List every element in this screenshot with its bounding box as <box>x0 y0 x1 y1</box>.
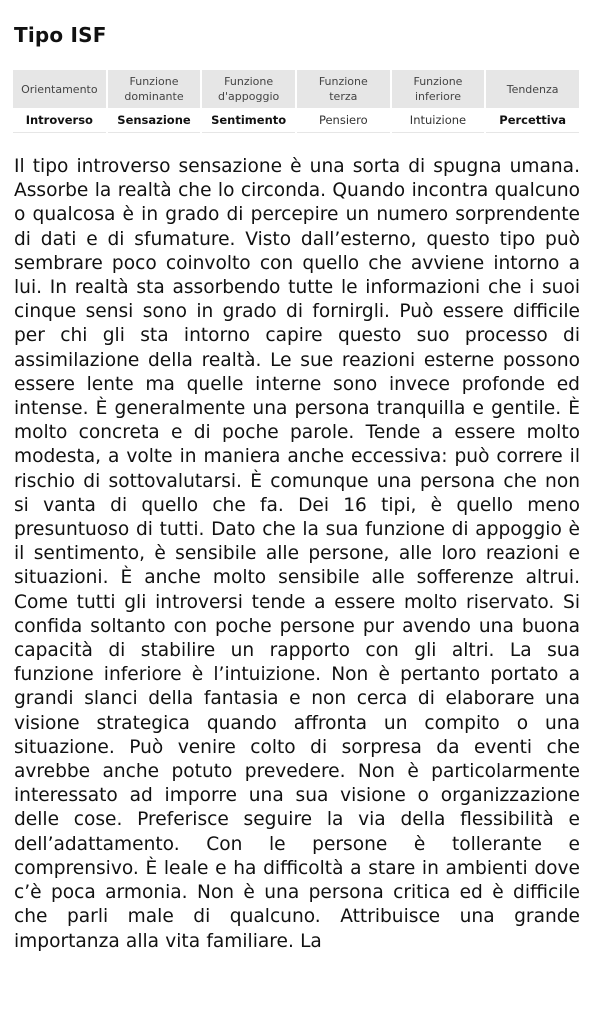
header-funzione-dominante-line-2: dominante <box>124 90 184 103</box>
header-orientamento <box>13 70 106 108</box>
value-funzione-inferiore: Intuizione <box>392 108 485 133</box>
header-funzione-dominante <box>108 70 201 108</box>
header-funzione-terza-line-2: terza <box>329 90 358 103</box>
header-funzione-appoggio-line-1: Funzione <box>224 75 274 88</box>
value-funzione-dominante: Sensazione <box>108 108 201 133</box>
header-funzione-appoggio-line-2: d'appoggio <box>218 90 280 103</box>
header-funzione-terza <box>297 70 390 108</box>
value-orientamento: Introverso <box>13 108 106 133</box>
function-table-value-row <box>13 108 579 133</box>
header-tendenza-line-1: Tendenza <box>506 82 559 96</box>
header-orientamento-line-1: Orientamento <box>21 82 98 96</box>
header-funzione-appoggio <box>202 70 295 108</box>
function-table-header-row <box>13 70 579 108</box>
value-funzione-terza: Pensiero <box>297 108 390 133</box>
description-paragraph: Il tipo introverso sensazione è una sorta di spugna umana. Assorbe la realtà che lo circonda. Quando incontra qualcuno o qualcosa è in grado di percepire un numero sorprendente di dati e di sfumature. Visto dall’esterno, questo tipo può sembrare poco coinvolto con quello che avviene intorno a lui. In realtà sta assorbendo tutte le informazioni che i suoi cinque sensi sono in grado di fornirgli. Può essere difficile per chi gli sta intorno capire questo suo processo di assimilazione della realtà. Le sue reazioni esterne possono essere lente ma quelle interne sono invece profonde ed intense. È generalmente una persona tranquilla e gentile. È molto concreta e di poche parole. Tende a essere molto modesta, a volte in maniera anche eccessiva: può correre il rischio di sottovalutarsi. È comunque una persona che non si vanta di quello che fa. Dei 16 tipi, è quello meno presuntuoso di tutti. Dato che la sua funzione di appoggio è il sentimento, è sensibile alle persone, alle loro reazioni e situazioni. È anche molto sensibile alle sofferenze altrui. Come tutti gli introversi tende a essere molto riservato. Si confida soltanto con poche persone pur avendo una buona capacità di stabilire un rapporto con gli altri. La sua funzione inferiore è l’intuizione. Non è pertanto portato a grandi slanci della fantasia e non cerca di elaborare una visione strategica quando affronta un compito o una situazione. Può venire colto di sorpresa da eventi che avrebbe anche potuto prevedere. Non è particolarmente interessato ad imporre una sua visione o organizzazione delle cose. Preferisce seguire la via della flessibilità e dell’adattamento. Con le persone è tollerante e comprensivo. È leale e ha difficoltà a stare in ambienti dove c’è poca armonia. Non è una persona critica ed è difficile che parli male di qualcuno. Attribuisce una grande importanza alla vita familiare. La <box>14 156 580 952</box>
header-funzione-inferiore-line-2: inferiore <box>414 90 461 103</box>
header-funzione-inferiore-line-1: Funzione <box>413 75 463 88</box>
page-title: Tipo ISF <box>14 23 107 47</box>
value-funzione-appoggio: Sentimento <box>202 108 295 133</box>
header-funzione-terza-line-1: Funzione <box>318 75 368 88</box>
header-tendenza <box>486 70 579 108</box>
value-tendenza: Percettiva <box>486 108 579 133</box>
header-funzione-dominante-line-1: Funzione <box>129 75 179 88</box>
function-table <box>11 70 581 133</box>
header-funzione-inferiore <box>392 70 485 108</box>
